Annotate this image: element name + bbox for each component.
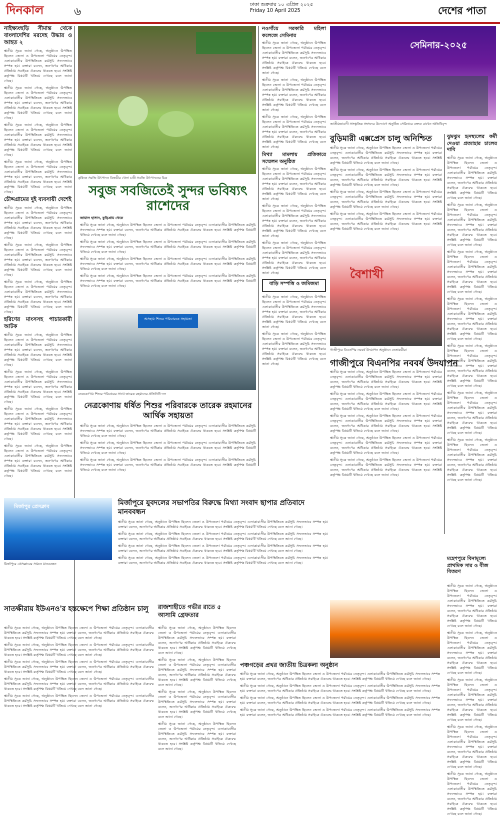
body-paragraph: স্থানীয় সূত্রে জানা গেছে, অনুষ্ঠানে উপস্থিত ছিলেন জেলা ও উপজেলা পর্যায়ের নেতৃবৃন্দ। এলাকাবাসীর উপস্থিতিতে কর্মসূচি সফলভাবে সম্পন্ন হয়। বক্তারা বলেন, জনগণের অধিকার প্রতিষ্ঠায় সবাইকে ঐক্যবদ্ধ থাকতে হবে। সংশ্লিষ্ট কর্তৃপক্ষ বিষয়টি খতিয়ে দেখছে বলে জানা গেছে। — [4, 407, 72, 441]
body-paragraph: স্থানীয় সূত্রে জানা গেছে, অনুষ্ঠানে উপস্থিত ছিলেন জেলা ও উপজেলা পর্যায়ের নেতৃবৃন্দ। এলাকাবাসীর উপস্থিতিতে কর্মসূচি সফলভাবে সম্পন্ন হয়। বক্তারা বলেন, জনগণের অধিকার প্রতিষ্ঠায় সবাইকে ঐক্যবদ্ধ থাকতে হবে। সংশ্লিষ্ট কর্তৃপক্ষ বিষয়টি খতিয়ে দেখছে বলে জানা গেছে। — [4, 677, 154, 691]
press-club-photo — [4, 498, 112, 560]
mirzapur-body — [118, 520, 328, 600]
body-paragraph: স্থানীয় সূত্রে জানা গেছে, অনুষ্ঠানে উপস্থিত ছিলেন জেলা ও উপজেলা পর্যায়ের নেতৃবৃন্দ। এলাকাবাসীর উপস্থিতিতে কর্মসূচি সফলভাবে সম্পন্ন হয়। বক্তারা বলেন, জনগণের অধিকার প্রতিষ্ঠায় সবাইকে ঐক্যবদ্ধ থাকতে হবে। সংশ্লিষ্ট কর্তৃপক্ষ বিষয়টি খতিয়ে দেখছে বলে জানা গেছে। — [262, 295, 326, 329]
gazipur-body — [330, 370, 442, 500]
body-paragraph: স্থানীয় সূত্রে জানা গেছে, অনুষ্ঠানে উপস্থিত ছিলেন জেলা ও উপজেলা পর্যায়ের নেতৃবৃন্দ। এলাকাবাসীর উপস্থিতিতে কর্মসূচি সফলভাবে সম্পন্ন হয়। বক্তারা বলেন, জনগণের অধিকার প্রতিষ্ঠায় সবাইকে ঐক্যবদ্ধ থাকতে হবে। সংশ্লিষ্ট কর্তৃপক্ষ বিষয়টি খতিয়ে দেখছে বলে জানা গেছে। — [330, 212, 442, 231]
body-paragraph: স্থানীয় সূত্রে জানা গেছে, অনুষ্ঠানে উপস্থিত ছিলেন জেলা ও উপজেলা পর্যায়ের নেতৃবৃন্দ। এলাকাবাসীর উপস্থিতিতে কর্মসূচি সফলভাবে সম্পন্ন হয়। বক্তারা বলেন, জনগণের অধিকার প্রতিষ্ঠায় সবাইকে ঐক্যবদ্ধ থাকতে হবে। সংশ্লিষ্ট কর্তৃপক্ষ বিষয়টি খতিয়ে দেখছে বলে জানা গেছে। — [80, 424, 256, 438]
body-paragraph: স্থানীয় সূত্রে জানা গেছে, অনুষ্ঠানে উপস্থিত ছিলেন জেলা ও উপজেলা পর্যায়ের নেতৃবৃন্দ। এলাকাবাসীর উপস্থিতিতে কর্মসূচি সফলভাবে সম্পন্ন হয়। বক্তারা বলেন, জনগণের অধিকার প্রতিষ্ঠায় সবাইকে ঐক্যবদ্ধ থাকতে হবে। সংশ্লিষ্ট কর্তৃপক্ষ বিষয়টি খতিয়ে দেখছে বলে জানা গেছে। — [4, 626, 154, 640]
body-paragraph: স্থানীয় সূত্রে জানা গেছে, অনুষ্ঠানে উপস্থিত ছিলেন জেলা ও উপজেলা পর্যায়ের নেতৃবৃন্দ। এলাকাবাসীর উপস্থিতিতে কর্মসূচি সফলভাবে সম্পন্ন হয়। বক্তারা বলেন, জনগণের অধিকার প্রতিষ্ঠায় সবাইকে ঐক্যবদ্ধ থাকতে হবে। সংশ্লিষ্ট কর্তৃপক্ষ বিষয়টি খতিয়ে দেখছে বলে জানা গেছে। — [262, 115, 326, 149]
body-paragraph: স্থানীয় সূত্রে জানা গেছে, অনুষ্ঠানে উপস্থিত ছিলেন জেলা ও উপজেলা পর্যায়ের নেতৃবৃন্দ। এলাকাবাসীর উপস্থিতিতে কর্মসূচি সফলভাবে সম্পন্ন হয়। বক্তারা বলেন, জনগণের অধিকার প্রতিষ্ঠায় সবাইকে ঐক্যবদ্ধ থাকতে হবে। সংশ্লিষ্ট কর্তৃপক্ষ বিষয়টি খতিয়ে দেখছে বলে জানা গেছে। — [80, 441, 256, 455]
body-paragraph: স্থানীয় সূত্রে জানা গেছে, অনুষ্ঠানে উপস্থিত ছিলেন জেলা ও উপজেলা পর্যায়ের নেতৃবৃন্দ। এলাকাবাসীর উপস্থিতিতে কর্মসূচি সফলভাবে সম্পন্ন হয়। বক্তারা বলেন, জনগণের অধিকার প্রতিষ্ঠায় সবাইকে ঐক্যবদ্ধ থাকতে হবে। সংশ্লিষ্ট কর্তৃপক্ষ বিষয়টি খতিয়ে দেখছে বলে জানা গেছে। — [447, 390, 497, 435]
panchagarh-body — [240, 672, 440, 774]
body-paragraph: স্থানীয় সূত্রে জানা গেছে, অনুষ্ঠানে উপস্থিত ছিলেন জেলা ও উপজেলা পর্যায়ের নেতৃবৃন্দ। এলাকাবাসীর উপস্থিতিতে কর্মসূচি সফলভাবে সম্পন্ন হয়। বক্তারা বলেন, জনগণের অধিকার প্রতিষ্ঠায় সবাইকে ঐক্যবদ্ধ থাকতে হবে। সংশ্লিষ্ট কর্তৃপক্ষ বিষয়টি খতিয়ে দেখছে বলে জানা গেছে। — [330, 458, 442, 477]
body-paragraph: স্থানীয় সূত্রে জানা গেছে, অনুষ্ঠানে উপস্থিত ছিলেন জেলা ও উপজেলা পর্যায়ের নেতৃবৃন্দ। এলাকাবাসীর উপস্থিতিতে কর্মসূচি সফলভাবে সম্পন্ন হয়। বক্তারা বলেন, জনগণের অধিকার প্রতিষ্ঠায় সবাইকে ঐক্যবদ্ধ থাকতে হবে। সংশ্লিষ্ট কর্তৃপক্ষ বিষয়টি খতিয়ে দেখছে বলে জানা গেছে। — [447, 437, 497, 482]
body-paragraph: স্থানীয় সূত্রে জানা গেছে, অনুষ্ঠানে উপস্থিত ছিলেন জেলা ও উপজেলা পর্যায়ের নেতৃবৃন্দ। এলাকাবাসীর উপস্থিতিতে কর্মসূচি সফলভাবে সম্পন্ন হয়। বক্তারা বলেন, জনগণের অধিকার প্রতিষ্ঠায় সবাইকে ঐক্যবদ্ধ থাকতে হবে। সংশ্লিষ্ট কর্তৃপক্ষ বিষয়টি খতিয়ে দেখছে বলে জানা গেছে। — [240, 696, 440, 705]
body-paragraph: স্থানীয় সূত্রে জানা গেছে, অনুষ্ঠানে উপস্থিত ছিলেন জেলা ও উপজেলা পর্যায়ের নেতৃবৃন্দ। এলাকাবাসীর উপস্থিতিতে কর্মসূচি সফলভাবে সম্পন্ন হয়। বক্তারা বলেন, জনগণের অধিকার প্রতিষ্ঠায় সবাইকে ঐক্যবদ্ধ থাকতে হবে। সংশ্লিষ্ট কর্তৃপক্ষ বিষয়টি খতিয়ে দেখছে বলে জানা গেছে। — [4, 243, 72, 277]
body-paragraph: স্থানীয় সূত্রে জানা গেছে, অনুষ্ঠানে উপস্থিত ছিলেন জেলা ও উপজেলা পর্যায়ের নেতৃবৃন্দ। এলাকাবাসীর উপস্থিতিতে কর্মসূচি সফলভাবে সম্পন্ন হয়। বক্তারা বলেন, জনগণের অধিকার প্রতিষ্ঠায় সবাইকে ঐক্যবদ্ধ থাকতে হবে। সংশ্লিষ্ট কর্তৃপক্ষ বিষয়টি খতিয়ে দেখছে বলে জানা গেছে। — [447, 202, 497, 247]
page-number: ৬ — [74, 5, 82, 18]
boxed-headline: বাড়ি সম্পত্তি ও জমিজমা — [269, 281, 319, 287]
body-paragraph: স্থানীয় সূত্রে জানা গেছে, অনুষ্ঠানে উপস্থিত ছিলেন জেলা ও উপজেলা পর্যায়ের নেতৃবৃন্দ। এলাকাবাসীর উপস্থিতিতে কর্মসূচি সফলভাবে সম্পন্ন হয়। বক্তারা বলেন, জনগণের অধিকার প্রতিষ্ঠায় সবাইকে ঐক্যবদ্ধ থাকতে হবে। সংশ্লিষ্ট কর্তৃপক্ষ বিষয়টি খতিয়ে দেখছে বলে জানা গেছে। — [4, 123, 72, 157]
netrokona-body — [80, 424, 256, 494]
middle-column — [262, 26, 326, 464]
body-paragraph: স্থানীয় সূত্রে জানা গেছে, অনুষ্ঠানে উপস্থিত ছিলেন জেলা ও উপজেলা পর্যায়ের নেতৃবৃন্দ। এলাকাবাসীর উপস্থিতিতে কর্মসূচি সফলভাবে সম্পন্ন হয়। বক্তারা বলেন, জনগণের অধিকার প্রতিষ্ঠায় সবাইকে ঐক্যবদ্ধ থাকতে হবে। সংশ্লিষ্ট কর্তৃপক্ষ বিষয়টি খতিয়ে দেখছে বলে জানা গেছে। — [447, 584, 497, 628]
body-paragraph: স্থানীয় সূত্রে জানা গেছে, অনুষ্ঠানে উপস্থিত ছিলেন জেলা ও উপজেলা পর্যায়ের নেতৃবৃন্দ। এলাকাবাসীর উপস্থিতিতে কর্মসূচি সফলভাবে সম্পন্ন হয়। বক্তারা বলেন, জনগণের অধিকার প্রতিষ্ঠায় সবাইকে ঐক্যবদ্ধ থাকতে হবে। সংশ্লিষ্ট কর্তৃপক্ষ বিষয়টি খতিয়ে দেখছে বলে জানা গেছে। — [118, 532, 328, 541]
left-headline-1: নাইক্ষ্যংছড়ি সীমান্ত থেকে বাংলাদেশির মরদেহ উদ্ধার ও আহত ২ — [4, 26, 72, 46]
bus-headline: বুড়িমারী এক্সপ্রেস চালু অনিশ্চিত — [330, 133, 432, 143]
body-paragraph: স্থানীয় সূত্রে জানা গেছে, অনুষ্ঠানে উপস্থিত ছিলেন জেলা ও উপজেলা পর্যায়ের নেতৃবৃন্দ। এলাকাবাসীর উপস্থিতিতে কর্মসূচি সফলভাবে সম্পন্ন হয়। বক্তারা বলেন, জনগণের অধিকার প্রতিষ্ঠায় সবাইকে ঐক্যবদ্ধ থাকতে হবে। সংশ্লিষ্ট কর্তৃপক্ষ বিষয়টি খতিয়ে দেখছে বলে জানা গেছে। — [262, 332, 326, 366]
produce-shape — [118, 96, 148, 126]
seminar-caption: জাতীয়তাবাদী সাংস্কৃতিক সংসদের উদ্যোগে অনুষ্ঠিত সেমিনারে বক্তব্য রাখেন অতিথিবৃন্দ — [330, 122, 447, 126]
boxed-ad — [262, 279, 326, 292]
rajshahi-headline: রাজশাহীতে গভীর রাতে ৫ আসামি গ্রেফতার — [158, 604, 222, 619]
gazipur-photo — [330, 246, 442, 346]
body-paragraph: স্থানীয় সূত্রে জানা গেছে, অনুষ্ঠানে উপস্থিত ছিলেন জেলা ও উপজেলা পর্যায়ের নেতৃবৃন্দ। এলাকাবাসীর উপস্থিতিতে কর্মসূচি সফলভাবে সম্পন্ন হয়। বক্তারা বলেন, জনগণের অধিকার প্রতিষ্ঠায় সবাইকে ঐক্যবদ্ধ থাকতে হবে। সংশ্লিষ্ট কর্তৃপক্ষ বিষয়টি খতিয়ে দেখছে বলে জানা গেছে। — [158, 722, 236, 751]
body-paragraph: স্থানীয় সূত্রে জানা গেছে, অনুষ্ঠানে উপস্থিত ছিলেন জেলা ও উপজেলা পর্যায়ের নেতৃবৃন্দ। এলাকাবাসীর উপস্থিতিতে কর্মসূচি সফলভাবে সম্পন্ন হয়। বক্তারা বলেন, জনগণের অধিকার প্রতিষ্ঠায় সবাইকে ঐক্যবদ্ধ থাকতে হবে। সংশ্লিষ্ট কর্তৃপক্ষ বিষয়টি খতিয়ে দেখছে বলে জানা গেছে। — [4, 206, 72, 240]
body-paragraph: স্থানীয় সূত্রে জানা গেছে, অনুষ্ঠানে উপস্থিত ছিলেন জেলা ও উপজেলা পর্যায়ের নেতৃবৃন্দ। এলাকাবাসীর উপস্থিতিতে কর্মসূচি সফলভাবে সম্পন্ন হয়। বক্তারা বলেন, জনগণের অধিকার প্রতিষ্ঠায় সবাইকে ঐক্যবদ্ধ থাকতে হবে। সংশ্লিষ্ট কর্তৃপক্ষ বিষয়টি খতিয়ে দেখছে বলে জানা গেছে। — [262, 41, 326, 75]
body-paragraph: স্থানীয় সূত্রে জানা গেছে, অনুষ্ঠানে উপস্থিত ছিলেন জেলা ও উপজেলা পর্যায়ের নেতৃবৃন্দ। এলাকাবাসীর উপস্থিতিতে কর্মসূচি সফলভাবে সম্পন্ন হয়। বক্তারা বলেন, জনগণের অধিকার প্রতিষ্ঠায় সবাইকে ঐক্যবদ্ধ থাকতে হবে। সংশ্লিষ্ট কর্তৃপক্ষ বিষয়টি খতিয়ে দেখছে বলে জানা গেছে। — [4, 86, 72, 120]
mirzapur-headline: মির্জাপুরে যুবদলের সভাপতির বিরুদ্ধে মিথ্যা সংবাদ ছাপার প্রতিবাদে মানববন্ধন — [118, 498, 305, 516]
produce-shape — [158, 111, 194, 137]
body-paragraph: স্থানীয় সূত্রে জানা গেছে, অনুষ্ঠানে উপস্থিত ছিলেন জেলা ও উপজেলা পর্যায়ের নেতৃবৃন্দ। এলাকাবাসীর উপস্থিতিতে কর্মসূচি সফলভাবে সম্পন্ন হয়। বক্তারা বলেন, জনগণের অধিকার প্রতিষ্ঠায় সবাইকে ঐক্যবদ্ধ থাকতে হবে। সংশ্লিষ্ট কর্তৃপক্ষ বিষয়টি খতিয়ে দেখছে বলে জানা গেছে। — [447, 155, 497, 200]
body-paragraph: স্থানীয় সূত্রে জানা গেছে, অনুষ্ঠানে উপস্থিত ছিলেন জেলা ও উপজেলা পর্যায়ের নেতৃবৃন্দ। এলাকাবাসীর উপস্থিতিতে কর্মসূচি সফলভাবে সম্পন্ন হয়। বক্তারা বলেন, জনগণের অধিকার প্রতিষ্ঠায় সবাইকে ঐক্যবদ্ধ থাকতে হবে। সংশ্লিষ্ট কর্তৃপক্ষ বিষয়টি খতিয়ে দেখছে বলে জানা গেছে। — [447, 343, 497, 388]
body-paragraph: স্থানীয় সূত্রে জানা গেছে, অনুষ্ঠানে উপস্থিত ছিলেন জেলা ও উপজেলা পর্যায়ের নেতৃবৃন্দ। এলাকাবাসীর উপস্থিতিতে কর্মসূচি সফলভাবে সম্পন্ন হয়। বক্তারা বলেন, জনগণের অধিকার প্রতিষ্ঠায় সবাইকে ঐক্যবদ্ধ থাকতে হবে। সংশ্লিষ্ট কর্তৃপক্ষ বিষয়টি খতিয়ে দেখছে বলে জানা গেছে। — [4, 643, 154, 657]
body-paragraph: স্থানীয় সূত্রে জানা গেছে, অনুষ্ঠানে উপস্থিত ছিলেন জেলা ও উপজেলা পর্যায়ের নেতৃবৃন্দ। এলাকাবাসীর উপস্থিতিতে কর্মসূচি সফলভাবে সম্পন্ন হয়। বক্তারা বলেন, জনগণের অধিকার প্রতিষ্ঠায় সবাইকে ঐক্যবদ্ধ থাকতে হবে। সংশ্লিষ্ট কর্তৃপক্ষ বিষয়টি খতিয়ে দেখছে বলে জানা গেছে। — [240, 684, 440, 693]
body-paragraph: স্থানীয় সূত্রে জানা গেছে, অনুষ্ঠানে উপস্থিত ছিলেন জেলা ও উপজেলা পর্যায়ের নেতৃবৃন্দ। এলাকাবাসীর উপস্থিতিতে কর্মসূচি সফলভাবে সম্পন্ন হয়। বক্তারা বলেন, জনগণের অধিকার প্রতিষ্ঠায় সবাইকে ঐক্যবদ্ধ থাকতে হবে। সংশ্লিষ্ট কর্তৃপক্ষ বিষয়টি খতিয়ে দেখছে বলে জানা গেছে। — [447, 725, 497, 769]
body-paragraph: স্থানীয় সূত্রে জানা গেছে, অনুষ্ঠানে উপস্থিত ছিলেন জেলা ও উপজেলা পর্যায়ের নেতৃবৃন্দ। এলাকাবাসীর উপস্থিতিতে কর্মসূচি সফলভাবে সম্পন্ন হয়। বক্তারা বলেন, জনগণের অধিকার প্রতিষ্ঠায় সবাইকে ঐক্যবদ্ধ থাকতে হবে। সংশ্লিষ্ট কর্তৃপক্ষ বিষয়টি খতিয়ে দেখছে বলে জানা গেছে। — [4, 333, 72, 367]
netrokona-headline: নেত্রকোণায় ধর্ষিত শিশুর পরিবারকে তারেক রহমানের আর্থিক সহায়তা — [84, 400, 252, 420]
vegetable-photo — [78, 26, 256, 174]
panchagarh-headline: পঞ্চগড়ের প্রখর জাতীয় চিত্রকলা অনুষ্ঠান — [240, 662, 338, 669]
seminar-stage — [338, 76, 488, 116]
body-paragraph: স্থানীয় সূত্রে জানা গেছে, অনুষ্ঠানে উপস্থিত ছিলেন জেলা ও উপজেলা পর্যায়ের নেতৃবৃন্দ। এলাকাবাসীর উপস্থিতিতে কর্মসূচি সফলভাবে সম্পন্ন হয়। বক্তারা বলেন, জনগণের অধিকার প্রতিষ্ঠায় সবাইকে ঐক্যবদ্ধ থাকতে হবে। সংশ্লিষ্ট কর্তৃপক্ষ বিষয়টি খতিয়ে দেখছে বলে জানা গেছে। — [262, 204, 326, 238]
body-paragraph: স্থানীয় সূত্রে জানা গেছে, অনুষ্ঠানে উপস্থিত ছিলেন জেলা ও উপজেলা পর্যায়ের নেতৃবৃন্দ। এলাকাবাসীর উপস্থিতিতে কর্মসূচি সফলভাবে সম্পন্ন হয়। বক্তারা বলেন, জনগণের অধিকার প্রতিষ্ঠায় সবাইকে ঐক্যবদ্ধ থাকতে হবে। সংশ্লিষ্ট কর্তৃপক্ষ বিষয়টি খতিয়ে দেখছে বলে জানা গেছে। — [80, 458, 256, 472]
satkhira-headline: সাতক্ষীরায় ইউএনও'র হস্তক্ষেপে শিক্ষা প্রতিষ্ঠান চালু — [4, 604, 149, 613]
gazipur-headline: গাজীপুরে বিএনপির নববর্ষ উদযাপন — [330, 359, 459, 369]
feature-headline: সবুজ সবজিতেই সুন্দর ভবিষ্যৎ রাশেদের — [88, 184, 248, 214]
netrokona-banner-text: অসহায় শিশুর পরিবারকে সহায়তা — [144, 317, 192, 321]
right-column — [447, 134, 497, 534]
feature-byline: জামাল হাসান, কুড়িগ্রাম থেকে — [80, 216, 124, 220]
left-headline-2: চৌদ্দগ্রামের দুই ব্যবসায়ী দেশেই — [4, 197, 72, 203]
body-paragraph: স্থানীয় সূত্রে জানা গেছে, অনুষ্ঠানে উপস্থিত ছিলেন জেলা ও উপজেলা পর্যায়ের নেতৃবৃন্দ। এলাকাবাসীর উপস্থিতিতে কর্মসূচি সফলভাবে সম্পন্ন হয়। বক্তারা বলেন, জনগণের অধিকার প্রতিষ্ঠায় সবাইকে ঐক্যবদ্ধ থাকতে হবে। সংশ্লিষ্ট কর্তৃপক্ষ বিষয়টি খতিয়ে দেখছে বলে জানা গেছে। — [158, 658, 236, 687]
body-paragraph: স্থানীয় সূত্রে জানা গেছে, অনুষ্ঠানে উপস্থিত ছিলেন জেলা ও উপজেলা পর্যায়ের নেতৃবৃন্দ। এলাকাবাসীর উপস্থিতিতে কর্মসূচি সফলভাবে সম্পন্ন হয়। বক্তারা বলেন, জনগণের অধিকার প্রতিষ্ঠায় সবাইকে ঐক্যবদ্ধ থাকতে হবে। সংশ্লিষ্ট কর্তৃপক্ষ বিষয়টি খতিয়ে দেখছে বলে জানা গেছে। — [330, 436, 442, 455]
feature-body — [80, 216, 256, 304]
body-paragraph: স্থানীয় সূত্রে জানা গেছে, অনুষ্ঠানে উপস্থিত ছিলেন জেলা ও উপজেলা পর্যায়ের নেতৃবৃন্দ। এলাকাবাসীর উপস্থিতিতে কর্মসূচি সফলভাবে সম্পন্ন হয়। বক্তারা বলেন, জনগণের অধিকার প্রতিষ্ঠায় সবাইকে ঐক্যবদ্ধ থাকতে হবে। সংশ্লিষ্ট কর্তৃপক্ষ বিষয়টি খতিয়ে দেখছে বলে জানা গেছে। — [80, 257, 256, 271]
body-paragraph: স্থানীয় সূত্রে জানা গেছে, অনুষ্ঠানে উপস্থিত ছিলেন জেলা ও উপজেলা পর্যায়ের নেতৃবৃন্দ। এলাকাবাসীর উপস্থিতিতে কর্মসূচি সফলভাবে সম্পন্ন হয়। বক্তারা বলেন, জনগণের অধিকার প্রতিষ্ঠায় সবাইকে ঐক্যবদ্ধ থাকতে হবে। সংশ্লিষ্ট কর্তৃপক্ষ বিষয়টি খতিয়ে দেখছে বলে জানা গেছে। — [80, 274, 256, 288]
body-paragraph: স্থানীয় সূত্রে জানা গেছে, অনুষ্ঠানে উপস্থিত ছিলেন জেলা ও উপজেলা পর্যায়ের নেতৃবৃন্দ। এলাকাবাসীর উপস্থিতিতে কর্মসূচি সফলভাবে সম্পন্ন হয়। বক্তারা বলেন, জনগণের অধিকার প্রতিষ্ঠায় সবাইকে ঐক্যবদ্ধ থাকতে হবে। সংশ্লিষ্ট কর্তৃপক্ষ বিষয়টি খতিয়ে দেখছে বলে জানা গেছে। — [158, 626, 236, 655]
column-rule — [258, 26, 259, 466]
column-rule — [444, 134, 445, 534]
body-paragraph: স্থানীয় সূত্রে জানা গেছে, অনুষ্ঠানে উপস্থিত ছিলেন জেলা ও উপজেলা পর্যায়ের নেতৃবৃন্দ। এলাকাবাসীর উপস্থিতিতে কর্মসূচি সফলভাবে সম্পন্ন হয়। বক্তারা বলেন, জনগণের অধিকার প্রতিষ্ঠায় সবাইকে ঐক্যবদ্ধ থাকতে হবে। সংশ্লিষ্ট কর্তৃপক্ষ বিষয়টি খতিয়ে দেখছে বলে জানা গেছে। — [330, 190, 442, 209]
body-paragraph: স্থানীয় সূত্রে জানা গেছে, অনুষ্ঠানে উপস্থিত ছিলেন জেলা ও উপজেলা পর্যায়ের নেতৃবৃন্দ। এলাকাবাসীর উপস্থিতিতে কর্মসূচি সফলভাবে সম্পন্ন হয়। বক্তারা বলেন, জনগণের অধিকার প্রতিষ্ঠায় সবাইকে ঐক্যবদ্ধ থাকতে হবে। সংশ্লিষ্ট কর্তৃপক্ষ বিষয়টি খতিয়ে দেখছে বলে জানা গেছে। — [447, 772, 497, 816]
photo-banner — [196, 32, 252, 54]
body-paragraph: স্থানীয় সূত্রে জানা গেছে, অনুষ্ঠানে উপস্থিত ছিলেন জেলা ও উপজেলা পর্যায়ের নেতৃবৃন্দ। এলাকাবাসীর উপস্থিতিতে কর্মসূচি সফলভাবে সম্পন্ন হয়। বক্তারা বলেন, জনগণের অধিকার প্রতিষ্ঠায় সবাইকে ঐক্যবদ্ধ থাকতে হবে। সংশ্লিষ্ট কর্তৃপক্ষ বিষয়টি খতিয়ে দেখছে বলে জানা গেছে। — [4, 694, 154, 708]
body-paragraph: স্থানীয় সূত্রে জানা গেছে, অনুষ্ঠানে উপস্থিত ছিলেন জেলা ও উপজেলা পর্যায়ের নেতৃবৃন্দ। এলাকাবাসীর উপস্থিতিতে কর্মসূচি সফলভাবে সম্পন্ন হয়। বক্তারা বলেন, জনগণের অধিকার প্রতিষ্ঠায় সবাইকে ঐক্যবদ্ধ থাকতে হবে। সংশ্লিষ্ট কর্তৃপক্ষ বিষয়টি খতিয়ে দেখছে বলে জানা গেছে। — [4, 444, 72, 478]
body-paragraph: স্থানীয় সূত্রে জানা গেছে, অনুষ্ঠানে উপস্থিত ছিলেন জেলা ও উপজেলা পর্যায়ের নেতৃবৃন্দ। এলাকাবাসীর উপস্থিতিতে কর্মসূচি সফলভাবে সম্পন্ন হয়। বক্তারা বলেন, জনগণের অধিকার প্রতিষ্ঠায় সবাইকে ঐক্যবদ্ধ থাকতে হবে। সংশ্লিষ্ট কর্তৃপক্ষ বিষয়টি খতিয়ে দেখছে বলে জানা গেছে। — [80, 240, 256, 254]
newspaper-logo: দিনকাল — [6, 3, 44, 17]
date-english: Friday 10 April 2025 — [250, 8, 301, 14]
netrokona-photo — [78, 308, 256, 390]
right-headline: ঝুমঝুম হৃদস্থ্যলের কর্মী দেওয়া প্রত্যাহার চালের দাবি — [447, 134, 497, 153]
body-paragraph: স্থানীয় সূত্রে জানা গেছে, অনুষ্ঠানে উপস্থিত ছিলেন জেলা ও উপজেলা পর্যায়ের নেতৃবৃন্দ। এলাকাবাসীর উপস্থিতিতে কর্মসূচি সফলভাবে সম্পন্ন হয়। বক্তারা বলেন, জনগণের অধিকার প্রতিষ্ঠায় সবাইকে ঐক্যবদ্ধ থাকতে হবে। সংশ্লিষ্ট কর্তৃপক্ষ বিষয়টি খতিয়ে দেখছে বলে জানা গেছে। — [118, 520, 328, 529]
photo-caption: কৃষিতে সবজি উৎপাদন বিজয়ীর খেলা চাষী সবজি উৎপাদনের চিত্র — [78, 176, 168, 180]
press-club-caption: মির্জাপুরে প্রেসক্লাবের সামনে মানববন্ধন — [4, 562, 57, 566]
middle-headline-1: নওগাঁয়ে সরকারি মহিলা কলেজে সেমিনার — [262, 26, 326, 39]
body-paragraph: স্থানীয় সূত্রে জানা গেছে, অনুষ্ঠানে উপস্থিত ছিলেন জেলা ও উপজেলা পর্যায়ের নেতৃবৃন্দ। এলাকাবাসীর উপস্থিতিতে কর্মসূচি সফলভাবে সম্পন্ন হয়। বক্তারা বলেন, জনগণের অধিকার প্রতিষ্ঠায় সবাইকে ঐক্যবদ্ধ থাকতে হবে। সংশ্লিষ্ট কর্তৃপক্ষ বিষয়টি খতিয়ে দেখছে বলে জানা গেছে। — [330, 146, 442, 165]
body-paragraph: স্থানীয় সূত্রে জানা গেছে, অনুষ্ঠানে উপস্থিত ছিলেন জেলা ও উপজেলা পর্যায়ের নেতৃবৃন্দ। এলাকাবাসীর উপস্থিতিতে কর্মসূচি সফলভাবে সম্পন্ন হয়। বক্তারা বলেন, জনগণের অধিকার প্রতিষ্ঠায় সবাইকে ঐক্যবদ্ধ থাকতে হবে। সংশ্লিষ্ট কর্তৃপক্ষ বিষয়টি খতিয়ে দেখছে বলে জানা গেছে। — [4, 160, 72, 194]
date-line — [250, 2, 313, 14]
satkhira-body — [4, 626, 154, 774]
gazipur-caption: গাজীপুরে বিএনপির নববর্ষ উদযাপন অনুষ্ঠানে নেতাকর্মীরা — [330, 348, 407, 352]
body-paragraph: স্থানীয় সূত্রে জানা গেছে, অনুষ্ঠানে উপস্থিত ছিলেন জেলা ও উপজেলা পর্যায়ের নেতৃবৃন্দ। এলাকাবাসীর উপস্থিতিতে কর্মসূচি সফলভাবে সম্পন্ন হয়। বক্তারা বলেন, জনগণের অধিকার প্রতিষ্ঠায় সবাইকে ঐক্যবদ্ধ থাকতে হবে। সংশ্লিষ্ট কর্তৃপক্ষ বিষয়টি খতিয়ে দেখছে বলে জানা গেছে। — [330, 168, 442, 187]
maheshpur-body — [447, 584, 497, 816]
column-rule — [74, 26, 75, 692]
body-paragraph: স্থানীয় সূত্রে জানা গেছে, অনুষ্ঠানে উপস্থিত ছিলেন জেলা ও উপজেলা পর্যায়ের নেতৃবৃন্দ। এলাকাবাসীর উপস্থিতিতে কর্মসূচি সফলভাবে সম্পন্ন হয়। বক্তারা বলেন, জনগণের অধিকার প্রতিষ্ঠায় সবাইকে ঐক্যবদ্ধ থাকতে হবে। সংশ্লিষ্ট কর্তৃপক্ষ বিষয়টি খতিয়ে দেখছে বলে জানা গেছে। — [4, 370, 72, 404]
body-paragraph: স্থানীয় সূত্রে জানা গেছে, অনুষ্ঠানে উপস্থিত ছিলেন জেলা ও উপজেলা পর্যায়ের নেতৃবৃন্দ। এলাকাবাসীর উপস্থিতিতে কর্মসূচি সফলভাবে সম্পন্ন হয়। বক্তারা বলেন, জনগণের অধিকার প্রতিষ্ঠায় সবাইকে ঐক্যবদ্ধ থাকতে হবে। সংশ্লিষ্ট কর্তৃপক্ষ বিষয়টি খতিয়ে দেখছে বলে জানা গেছে। — [80, 223, 256, 237]
seminar-photo — [330, 26, 496, 120]
gazipur-banner-text: বৈশাখী — [350, 267, 384, 281]
body-paragraph: স্থানীয় সূত্রে জানা গেছে, অনুষ্ঠানে উপস্থিত ছিলেন জেলা ও উপজেলা পর্যায়ের নেতৃবৃন্দ। এলাকাবাসীর উপস্থিতিতে কর্মসূচি সফলভাবে সম্পন্ন হয়। বক্তারা বলেন, জনগণের অধিকার প্রতিষ্ঠায় সবাইকে ঐক্যবদ্ধ থাকতে হবে। সংশ্লিষ্ট কর্তৃপক্ষ বিষয়টি খতিয়ে দেখছে বলে জানা গেছে। — [262, 167, 326, 201]
body-paragraph: স্থানীয় সূত্রে জানা গেছে, অনুষ্ঠানে উপস্থিত ছিলেন জেলা ও উপজেলা পর্যায়ের নেতৃবৃন্দ। এলাকাবাসীর উপস্থিতিতে কর্মসূচি সফলভাবে সম্পন্ন হয়। বক্তারা বলেন, জনগণের অধিকার প্রতিষ্ঠায় সবাইকে ঐক্যবদ্ধ থাকতে হবে। সংশ্লিষ্ট কর্তৃপক্ষ বিষয়টি খতিয়ে দেখছে বলে জানা গেছে। — [330, 392, 442, 411]
middle-headline-2: মিথ্যা মামলায় প্রতিকারে সম্মেলন অনুষ্ঠিত — [262, 152, 326, 165]
body-paragraph: স্থানীয় সূত্রে জানা গেছে, অনুষ্ঠানে উপস্থিত ছিলেন জেলা ও উপজেলা পর্যায়ের নেতৃবৃন্দ। এলাকাবাসীর উপস্থিতিতে কর্মসূচি সফলভাবে সম্পন্ন হয়। বক্তারা বলেন, জনগণের অধিকার প্রতিষ্ঠায় সবাইকে ঐক্যবদ্ধ থাকতে হবে। সংশ্লিষ্ট কর্তৃপক্ষ বিষয়টি খতিয়ে দেখছে বলে জানা গেছে। — [330, 414, 442, 433]
seminar-banner-text: সেমিনার-২০২৫ — [410, 41, 468, 51]
body-paragraph: স্থানীয় সূত্রে জানা গেছে, অনুষ্ঠানে উপস্থিত ছিলেন জেলা ও উপজেলা পর্যায়ের নেতৃবৃন্দ। এলাকাবাসীর উপস্থিতিতে কর্মসূচি সফলভাবে সম্পন্ন হয়। বক্তারা বলেন, জনগণের অধিকার প্রতিষ্ঠায় সবাইকে ঐক্যবদ্ধ থাকতে হবে। সংশ্লিষ্ট কর্তৃপক্ষ বিষয়টি খতিয়ে দেখছে বলে জানা গেছে। — [447, 631, 497, 675]
body-paragraph: স্থানীয় সূত্রে জানা গেছে, অনুষ্ঠানে উপস্থিত ছিলেন জেলা ও উপজেলা পর্যায়ের নেতৃবৃন্দ। এলাকাবাসীর উপস্থিতিতে কর্মসূচি সফলভাবে সম্পন্ন হয়। বক্তারা বলেন, জনগণের অধিকার প্রতিষ্ঠায় সবাইকে ঐক্যবদ্ধ থাকতে হবে। সংশ্লিষ্ট কর্তৃপক্ষ বিষয়টি খতিয়ে দেখছে বলে জানা গেছে। — [118, 544, 328, 553]
body-paragraph: স্থানীয় সূত্রে জানা গেছে, অনুষ্ঠানে উপস্থিত ছিলেন জেলা ও উপজেলা পর্যায়ের নেতৃবৃন্দ। এলাকাবাসীর উপস্থিতিতে কর্মসূচি সফলভাবে সম্পন্ন হয়। বক্তারা বলেন, জনগণের অধিকার প্রতিষ্ঠায় সবাইকে ঐক্যবদ্ধ থাকতে হবে। সংশ্লিষ্ট কর্তৃপক্ষ বিষয়টি খতিয়ে দেখছে বলে জানা গেছে। — [447, 678, 497, 722]
body-paragraph: স্থানীয় সূত্রে জানা গেছে, অনুষ্ঠানে উপস্থিত ছিলেন জেলা ও উপজেলা পর্যায়ের নেতৃবৃন্দ। এলাকাবাসীর উপস্থিতিতে কর্মসূচি সফলভাবে সম্পন্ন হয়। বক্তারা বলেন, জনগণের অধিকার প্রতিষ্ঠায় সবাইকে ঐক্যবদ্ধ থাকতে হবে। সংশ্লিষ্ট কর্তৃপক্ষ বিষয়টি খতিয়ে দেখছে বলে জানা গেছে। — [447, 296, 497, 341]
rajshahi-body — [158, 626, 236, 774]
maheshpur-headline: মহেশপুরে বিনামূল্যে প্রাথমিক সার ও বীজ বিতরণ — [447, 556, 489, 575]
section-title: দেশের পাতা — [438, 6, 487, 17]
body-paragraph: স্থানীয় সূত্রে জানা গেছে, অনুষ্ঠানে উপস্থিত ছিলেন জেলা ও উপজেলা পর্যায়ের নেতৃবৃন্দ। এলাকাবাসীর উপস্থিতিতে কর্মসূচি সফলভাবে সম্পন্ন হয়। বক্তারা বলেন, জনগণের অধিকার প্রতিষ্ঠায় সবাইকে ঐক্যবদ্ধ থাকতে হবে। সংশ্লিষ্ট কর্তৃপক্ষ বিষয়টি খতিয়ে দেখছে বলে জানা গেছে। — [4, 280, 72, 314]
left-headline-3: হরিণের মাংসসহ পাচারকারী আটক — [4, 317, 72, 330]
body-paragraph: স্থানীয় সূত্রে জানা গেছে, অনুষ্ঠানে উপস্থিত ছিলেন জেলা ও উপজেলা পর্যায়ের নেতৃবৃন্দ। এলাকাবাসীর উপস্থিতিতে কর্মসূচি সফলভাবে সম্পন্ন হয়। বক্তারা বলেন, জনগণের অধিকার প্রতিষ্ঠায় সবাইকে ঐক্যবদ্ধ থাকতে হবে। সংশ্লিষ্ট কর্তৃপক্ষ বিষয়টি খতিয়ে দেখছে বলে জানা গেছে। — [262, 241, 326, 275]
body-paragraph: স্থানীয় সূত্রে জানা গেছে, অনুষ্ঠানে উপস্থিত ছিলেন জেলা ও উপজেলা পর্যায়ের নেতৃবৃন্দ। এলাকাবাসীর উপস্থিতিতে কর্মসূচি সফলভাবে সম্পন্ন হয়। বক্তারা বলেন, জনগণের অধিকার প্রতিষ্ঠায় সবাইকে ঐক্যবদ্ধ থাকতে হবে। সংশ্লিষ্ট কর্তৃপক্ষ বিষয়টি খতিয়ে দেখছে বলে জানা গেছে। — [118, 556, 328, 565]
body-paragraph: স্থানীয় সূত্রে জানা গেছে, অনুষ্ঠানে উপস্থিত ছিলেন জেলা ও উপজেলা পর্যায়ের নেতৃবৃন্দ। এলাকাবাসীর উপস্থিতিতে কর্মসূচি সফলভাবে সম্পন্ন হয়। বক্তারা বলেন, জনগণের অধিকার প্রতিষ্ঠায় সবাইকে ঐক্যবদ্ধ থাকতে হবে। সংশ্লিষ্ট কর্তৃপক্ষ বিষয়টি খতিয়ে দেখছে বলে জানা গেছে। — [240, 708, 440, 717]
press-club-sign-text: মির্জাপুর প্রেসক্লাব — [14, 504, 50, 510]
body-paragraph: স্থানীয় সূত্রে জানা গেছে, অনুষ্ঠানে উপস্থিত ছিলেন জেলা ও উপজেলা পর্যায়ের নেতৃবৃন্দ। এলাকাবাসীর উপস্থিতিতে কর্মসূচি সফলভাবে সম্পন্ন হয়। বক্তারা বলেন, জনগণের অধিকার প্রতিষ্ঠায় সবাইকে ঐক্যবদ্ধ থাকতে হবে। সংশ্লিষ্ট কর্তৃপক্ষ বিষয়টি খতিয়ে দেখছে বলে জানা গেছে। — [447, 249, 497, 294]
date-bangla: ঢাকা শুক্রবার ১০ এপ্রিল ২০২৫ — [250, 2, 314, 8]
panchagarh-photo — [330, 600, 440, 658]
body-paragraph: স্থানীয় সূত্রে জানা গেছে, অনুষ্ঠানে উপস্থিত ছিলেন জেলা ও উপজেলা পর্যায়ের নেতৃবৃন্দ। এলাকাবাসীর উপস্থিতিতে কর্মসূচি সফলভাবে সম্পন্ন হয়। বক্তারা বলেন, জনগণের অধিকার প্রতিষ্ঠায় সবাইকে ঐক্যবদ্ধ থাকতে হবে। সংশ্লিষ্ট কর্তৃপক্ষ বিষয়টি খতিয়ে দেখছে বলে জানা গেছে। — [4, 660, 154, 674]
body-paragraph: স্থানীয় সূত্রে জানা গেছে, অনুষ্ঠানে উপস্থিত ছিলেন জেলা ও উপজেলা পর্যায়ের নেতৃবৃন্দ। এলাকাবাসীর উপস্থিতিতে কর্মসূচি সফলভাবে সম্পন্ন হয়। বক্তারা বলেন, জনগণের অধিকার প্রতিষ্ঠায় সবাইকে ঐক্যবদ্ধ থাকতে হবে। সংশ্লিষ্ট কর্তৃপক্ষ বিষয়টি খতিয়ে দেখছে বলে জানা গেছে। — [158, 690, 236, 719]
netrokona-caption: নেত্রকোণায় শিশুর পরিবারের সাথে তারেক রহমানের প্রতিনিধি দল — [78, 392, 166, 396]
bus-body — [330, 146, 442, 242]
body-paragraph: স্থানীয় সূত্রে জানা গেছে, অনুষ্ঠানে উপস্থিত ছিলেন জেলা ও উপজেলা পর্যায়ের নেতৃবৃন্দ। এলাকাবাসীর উপস্থিতিতে কর্মসূচি সফলভাবে সম্পন্ন হয়। বক্তারা বলেন, জনগণের অধিকার প্রতিষ্ঠায় সবাইকে ঐক্যবদ্ধ থাকতে হবে। সংশ্লিষ্ট কর্তৃপক্ষ বিষয়টি খতিয়ে দেখছে বলে জানা গেছে। — [330, 370, 442, 389]
body-paragraph: স্থানীয় সূত্রে জানা গেছে, অনুষ্ঠানে উপস্থিত ছিলেন জেলা ও উপজেলা পর্যায়ের নেতৃবৃন্দ। এলাকাবাসীর উপস্থিতিতে কর্মসূচি সফলভাবে সম্পন্ন হয়। বক্তারা বলেন, জনগণের অধিকার প্রতিষ্ঠায় সবাইকে ঐক্যবদ্ধ থাকতে হবে। সংশ্লিষ্ট কর্তৃপক্ষ বিষয়টি খতিয়ে দেখছে বলে জানা গেছে। — [4, 49, 72, 83]
body-paragraph: স্থানীয় সূত্রে জানা গেছে, অনুষ্ঠানে উপস্থিত ছিলেন জেলা ও উপজেলা পর্যায়ের নেতৃবৃন্দ। এলাকাবাসীর উপস্থিতিতে কর্মসূচি সফলভাবে সম্পন্ন হয়। বক্তারা বলেন, জনগণের অধিকার প্রতিষ্ঠায় সবাইকে ঐক্যবদ্ধ থাকতে হবে। সংশ্লিষ্ট কর্তৃপক্ষ বিষয়টি খতিয়ে দেখছে বলে জানা গেছে। — [240, 672, 440, 681]
body-paragraph: স্থানীয় সূত্রে জানা গেছে, অনুষ্ঠানে উপস্থিত ছিলেন জেলা ও উপজেলা পর্যায়ের নেতৃবৃন্দ। এলাকাবাসীর উপস্থিতিতে কর্মসূচি সফলভাবে সম্পন্ন হয়। বক্তারা বলেন, জনগণের অধিকার প্রতিষ্ঠায় সবাইকে ঐক্যবদ্ধ থাকতে হবে। সংশ্লিষ্ট কর্তৃপক্ষ বিষয়টি খতিয়ে দেখছে বলে জানা গেছে। — [262, 78, 326, 112]
